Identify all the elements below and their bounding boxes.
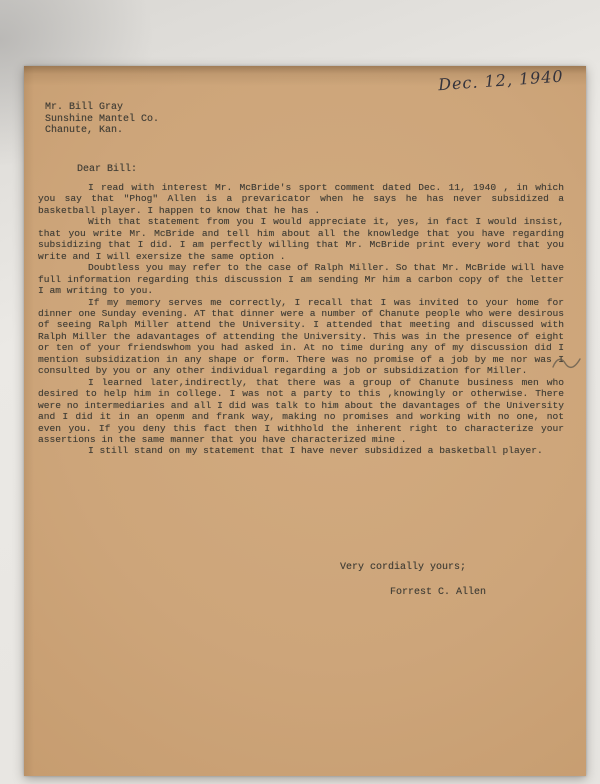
letter-body xyxy=(38,182,564,457)
salutation: Dear Bill: xyxy=(77,164,138,175)
paragraph-1: I read with interest Mr. McBride's sport comment dated Dec. 11, 1940 , in which you say that "Phog" Allen is a prevaricator when he says he has never subsidized a basketball player. I happen to know that he has . xyxy=(38,182,564,216)
letter-paper xyxy=(24,66,586,776)
paragraph-6: I still stand on my statement that I have never subsidized a basketball player. xyxy=(88,445,543,457)
paragraph-3: Doubtless you may refer to the case of Ralph Miller. So that Mr. McBride will have full information regarding this discussion I am sending Mr him a carbon copy of the letter I am writing to you. xyxy=(38,262,564,297)
signature: Forrest C. Allen xyxy=(390,587,487,598)
recipient-city: Chanute, Kan. xyxy=(45,125,124,136)
recipient-name: Mr. Bill Gray xyxy=(45,102,124,113)
handwritten-date: Dec. 12, 1940 xyxy=(437,66,565,95)
recipient-address xyxy=(45,102,159,137)
paragraph-5: I learned later,indirectly, that there was a group of Chanute business men who desired to help him in college. I was not a party to this ,knowingly or otherwise. There were no intermediaries and all I did was talk to him about the davantages of the University and I did it in an openm and frank way, making no promises and working with no one, not even you. If you deny this fact then I withhold the inherent right to characterize your assertions in the same manner that you have characterized mine . xyxy=(38,376,564,445)
paragraph-2: With that statement from you I would appreciate it, yes, in fact I would insist, that you write Mr. McBride and tell him about all the knowledge that you have regarding subsidizing that I did. I am perfectly willing that Mr. McBride print every word that you write and I will exersize the same option . xyxy=(38,216,564,262)
pencil-mark-icon xyxy=(551,354,583,372)
recipient-company: Sunshine Mantel Co. xyxy=(45,113,160,125)
paragraph-4: If my memory serves me correctly, I recall that I was invited to your home for dinner one Sunday evening. AT that dinner were a number of Chanute people who were desirous of seeing Ralph Miller attend the University. I attended that meeting and discussed with Ralph Miller the adavantages of attending the University. This was in the presence of eight or ten of your friendswhom you had asked in. At no time during any of my discussion did I mention subsidization in any shape or form. There was no promise of a job by me nor was I consulted by you or any other individual regarding a job or subsidization for Miller. xyxy=(38,296,564,377)
closing: Very cordially yours; xyxy=(340,562,467,573)
